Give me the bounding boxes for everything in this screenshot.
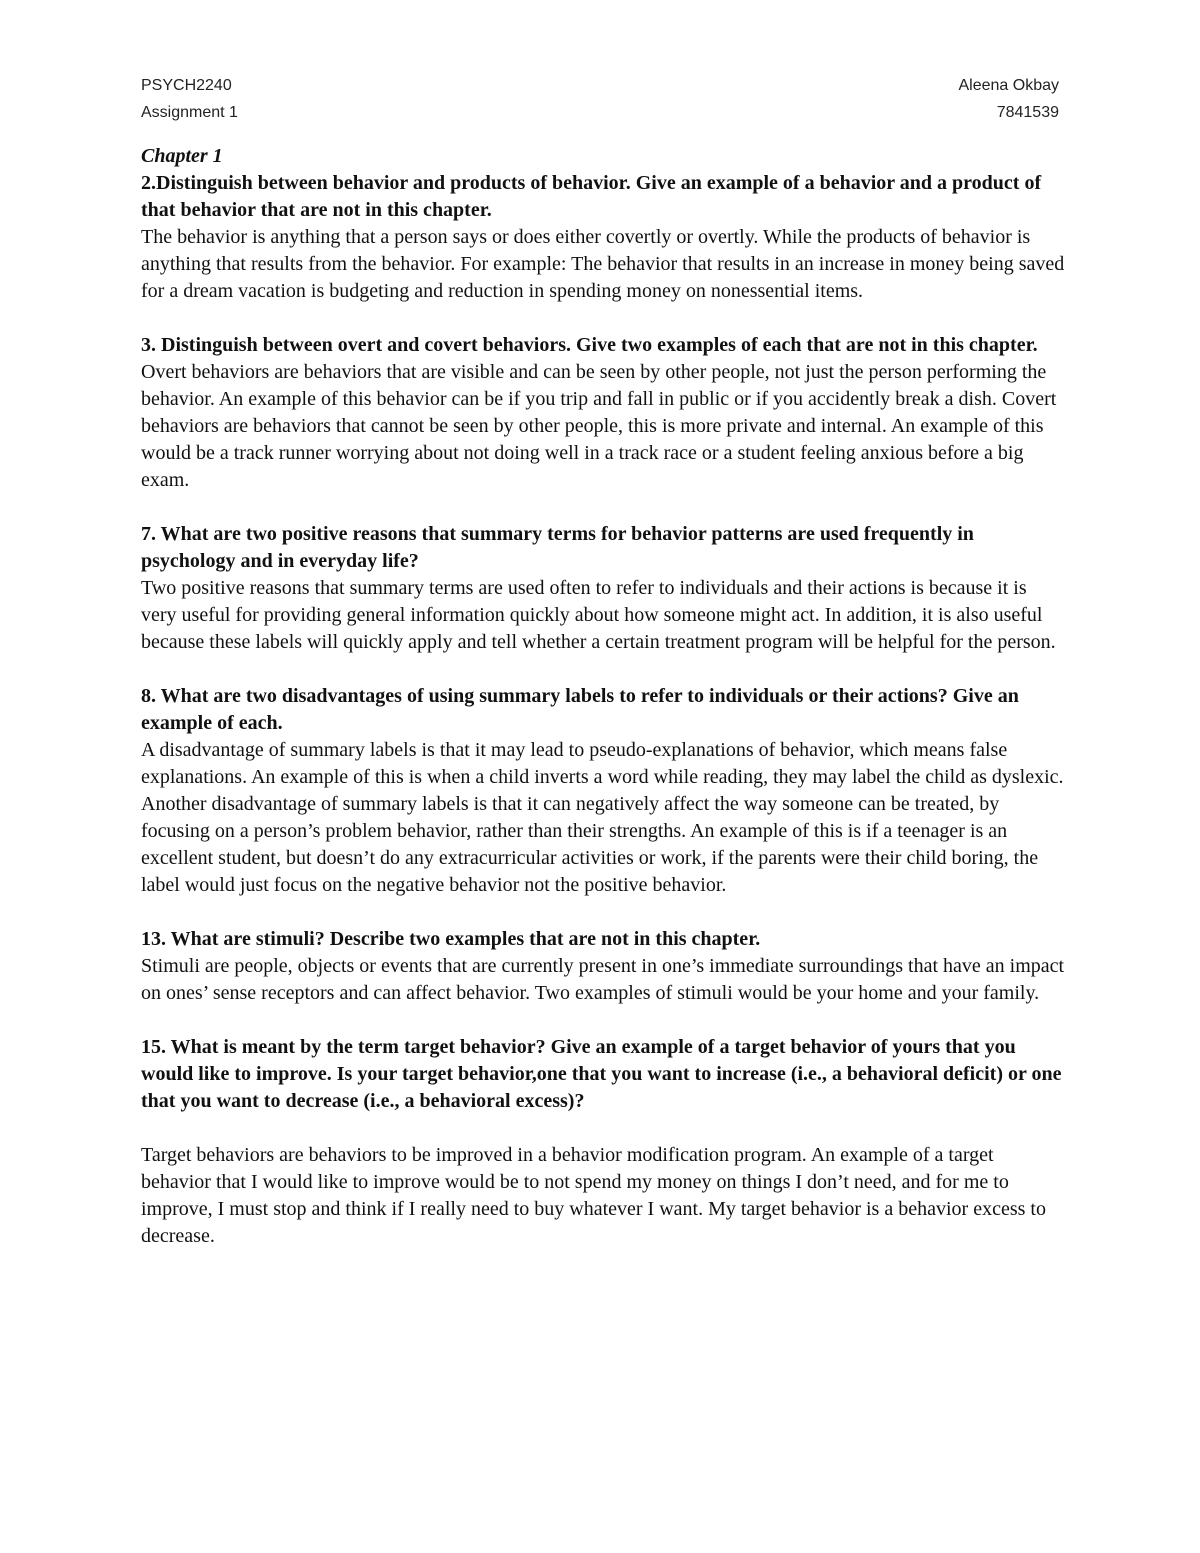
- header-row-2: [141, 99, 1059, 126]
- qa-section-7: [141, 521, 1066, 656]
- qa-section-15: [141, 1034, 1066, 1250]
- paragraph-gap: [141, 1115, 1066, 1142]
- answer: A disadvantage of summary labels is that it may lead to pseudo-explanations of behavior, which means false explanations. An example of this is when a child inverts a word while reading, they may label the child as dyslexic. Another disadvantage of summary labels is that it can negatively affect the way someone can be treated, by focusing on a person’s problem behavior, rather than their strengths. An example of this is if a teenager is an excellent student, but doesn’t do any extracurricular activities or work, if the parents were their child boring, the label would just focus on the negative behavior not the positive behavior.: [141, 739, 1064, 896]
- qa-section-2: [141, 170, 1066, 305]
- question: 13. What are stimuli? Describe two examples that are not in this chapter.: [141, 928, 761, 950]
- question: 15. What is meant by the term target behavior? Give an example of a target behavior of yours that you would like to improve. Is your target behavior,one that you want to increase (i.e., a behavioral deficit) or one that you want to decrease (i.e., a behavioral excess)?: [141, 1036, 1062, 1112]
- question: 2.Distinguish between behavior and products of behavior. Give an example of a behavior and a product of that behavior that are not in this chapter.: [141, 172, 1042, 221]
- header-row-1: [141, 72, 1059, 99]
- answer: The behavior is anything that a person says or does either covertly or overtly. While the products of behavior is anything that results from the behavior. For example: The behavior that results in an increase in money being saved for a dream vacation is budgeting and reduction in spending money on nonessential items.: [141, 226, 1065, 302]
- student-id: 7841539: [996, 104, 1059, 121]
- question: 8. What are two disadvantages of using summary labels to refer to individuals or their actions? Give an example of each.: [141, 685, 1019, 734]
- qa-section-8: [141, 683, 1066, 899]
- qa-section-13: [141, 926, 1066, 1007]
- student-name: Aleena Okbay: [958, 77, 1059, 94]
- document-body: [141, 143, 1066, 1277]
- assignment-title: Assignment 1: [141, 104, 238, 121]
- qa-section-3: [141, 332, 1066, 494]
- question: 7. What are two positive reasons that summary terms for behavior patterns are used frequently in psychology and in everyday life?: [141, 523, 974, 572]
- chapter-heading: Chapter 1: [141, 145, 223, 167]
- answer: Overt behaviors are behaviors that are visible and can be seen by other people, not just the person performing the behavior. An example of this behavior can be if you trip and fall in public or if you accidently break a dish. Covert behaviors are behaviors that cannot be seen by other people, this is more private and internal. An example of this would be a track runner worrying about not doing well in a track race or a student feeling anxious before a big exam.: [141, 361, 1057, 491]
- answer: Stimuli are people, objects or events that are currently present in one’s immediate surroundings that have an impact on ones’ sense receptors and can affect behavior. Two examples of stimuli would be your home and your family.: [141, 955, 1065, 1004]
- answer: Two positive reasons that summary terms are used often to refer to individuals and their actions is because it is very useful for providing general information quickly about how someone might act. In addition, it is also useful because these labels will quickly apply and tell whether a certain treatment program will be helpful for the person.: [141, 577, 1056, 653]
- answer: Target behaviors are behaviors to be improved in a behavior modification program. An example of a target behavior that I would like to improve would be to not spend my money on things I don’t need, and for me to improve, I must stop and think if I really need to buy whatever I want. My target behavior is a behavior excess to decrease.: [141, 1144, 1046, 1247]
- page-header: [141, 72, 1059, 126]
- question: 3. Distinguish between overt and covert behaviors. Give two examples of each that are not in this chapter.: [141, 334, 1038, 356]
- course-code: PSYCH2240: [141, 77, 232, 94]
